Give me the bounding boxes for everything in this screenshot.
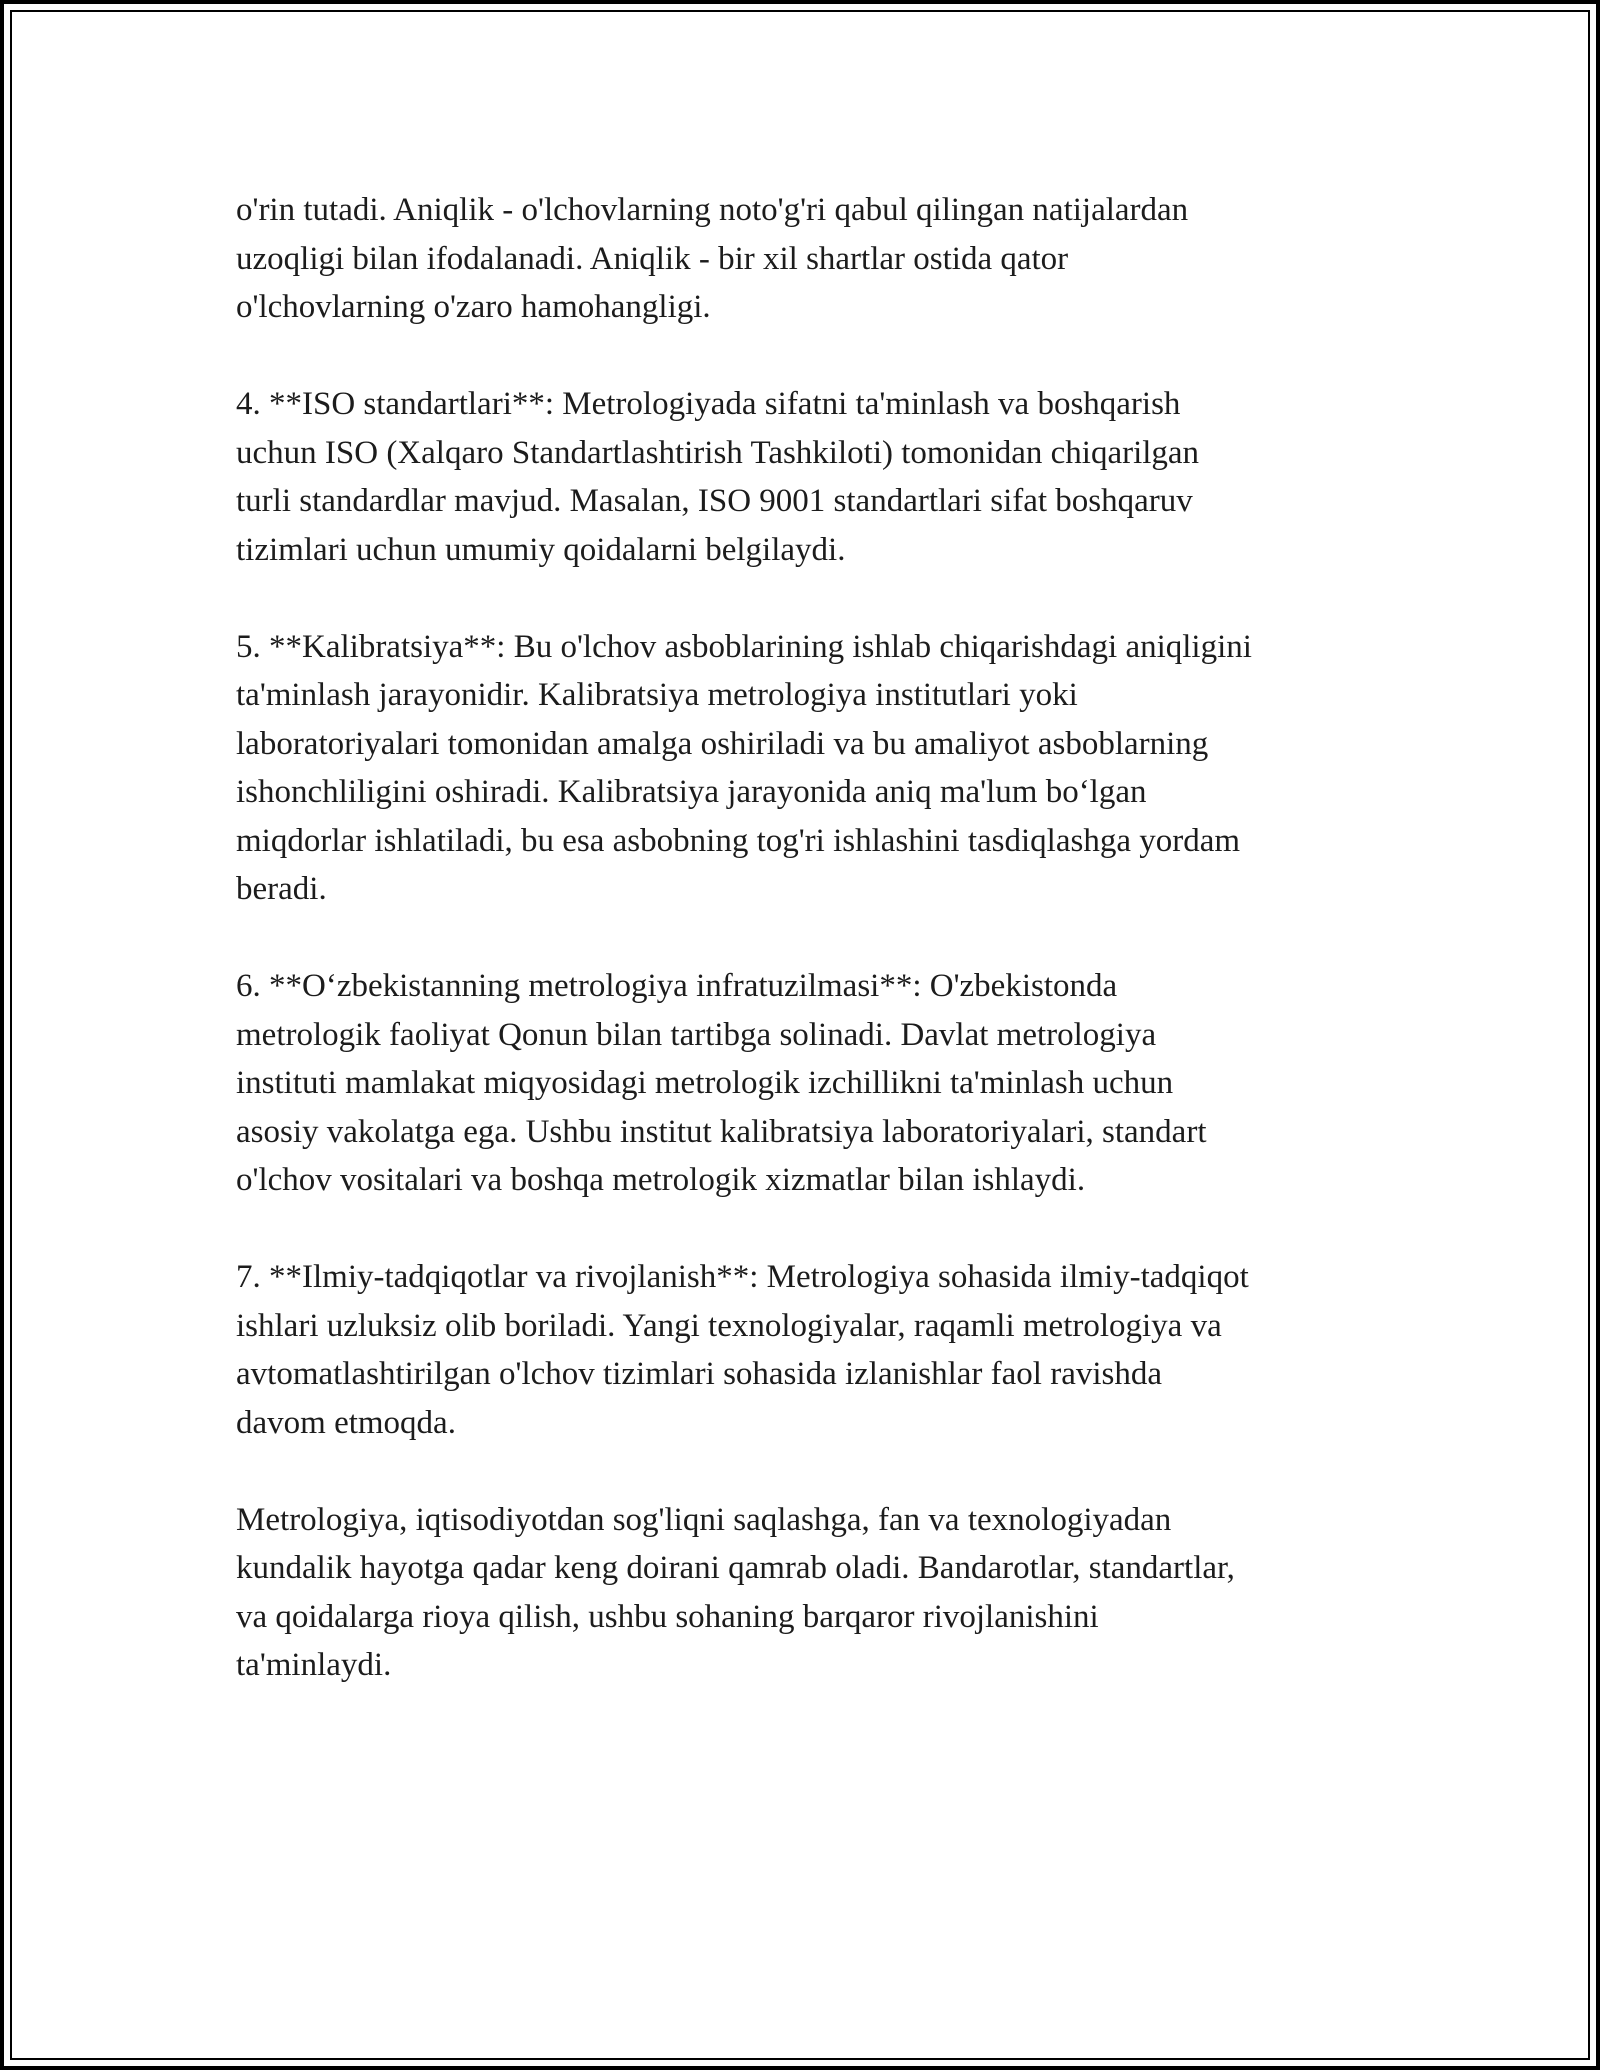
text-line: ishonchliligini oshiradi. Kalibratsiya jarayonida aniq ma'lum bo‘lgan — [236, 774, 1147, 810]
text-line: beradi. — [236, 871, 327, 907]
text-line: metrologik faoliyat Qonun bilan tartibga solinadi. Davlat metrologiya — [236, 1016, 1157, 1053]
text-line: 6. **O‘zbekistanning metrologiya infratuzilmasi**: O'zbekistonda — [236, 968, 1118, 1004]
text-line: avtomatlashtirilgan o'lchov tizimlari sohasida izlanishlar faol ravishda — [236, 1356, 1163, 1392]
text-line: o'lchovlarning o'zaro hamohangligi. — [236, 289, 711, 325]
text-line: kundalik hayotga qadar keng doirani qamrab oladi. Bandarotlar, standartlar, — [236, 1550, 1235, 1586]
text-line: 5. **Kalibratsiya**: Bu o'lchov asboblarining ishlab chiqarishdagi aniqligini — [236, 628, 1252, 665]
text-line: ishlari uzluksiz olib boriladi. Yangi texnologiyalar, raqamli metrologiya va — [236, 1307, 1222, 1344]
paragraph-iso-standards — [236, 380, 1386, 574]
paragraph-accuracy-intro — [236, 186, 1386, 332]
text-line: 4. **ISO standartlari**: Metrologiyada sifatni ta'minlash va boshqarish — [236, 386, 1181, 422]
text-line: laboratoriyalari tomonidan amalga oshiriladi va bu amaliyot asboblarning — [236, 725, 1209, 762]
text-line: instituti mamlakat miqyosidagi metrologik izchillikni ta'minlash uchun — [236, 1065, 1174, 1101]
text-line: asosiy vakolatga ega. Ushbu institut kalibratsiya laboratoriyalari, standart — [236, 1113, 1207, 1150]
paragraph-conclusion — [236, 1496, 1386, 1690]
text-line: davom etmoqda. — [236, 1404, 456, 1441]
paragraph-research-development — [236, 1253, 1386, 1447]
text-line: o'lchov vositalari va boshqa metrologik xizmatlar bilan ishlaydi. — [236, 1162, 1086, 1198]
text-line: tizimlari uchun umumiy qoidalarni belgilaydi. — [236, 531, 846, 568]
text-line: Metrologiya, iqtisodiyotdan sog'liqni saqlashga, fan va texnologiyadan — [236, 1501, 1172, 1538]
text-line: o'rin tutadi. Aniqlik - o'lchovlarning noto'g'ri qabul qilingan natijalardan — [236, 192, 1189, 228]
text-line: uzoqligi bilan ifodalanadi. Aniqlik - bir xil shartlar ostida qator — [236, 240, 1069, 277]
text-line: 7. **Ilmiy-tadqiqotlar va rivojlanish**: Metrologiya sohasida ilmiy-tadqiqot — [236, 1259, 1249, 1295]
document-body — [236, 186, 1386, 1690]
text-line: miqdorlar ishlatiladi, bu esa asbobning tog'ri ishlashini tasdiqlashga yordam — [236, 822, 1241, 859]
text-line: turli standardlar mavjud. Masalan, ISO 9001 standartlari sifat boshqaruv — [236, 483, 1193, 519]
text-line: uchun ISO (Xalqaro Standartlashtirish Tashkiloti) tomonidan chiqarilgan — [236, 434, 1200, 471]
paragraph-calibration — [236, 623, 1386, 914]
paragraph-uzbekistan-infrastructure — [236, 962, 1386, 1205]
text-line: ta'minlash jarayonidir. Kalibratsiya metrologiya institutlari yoki — [236, 677, 1078, 713]
text-line: ta'minlaydi. — [236, 1647, 392, 1683]
text-line: va qoidalarga rioya qilish, ushbu sohaning barqaror rivojlanishini — [236, 1598, 1099, 1635]
